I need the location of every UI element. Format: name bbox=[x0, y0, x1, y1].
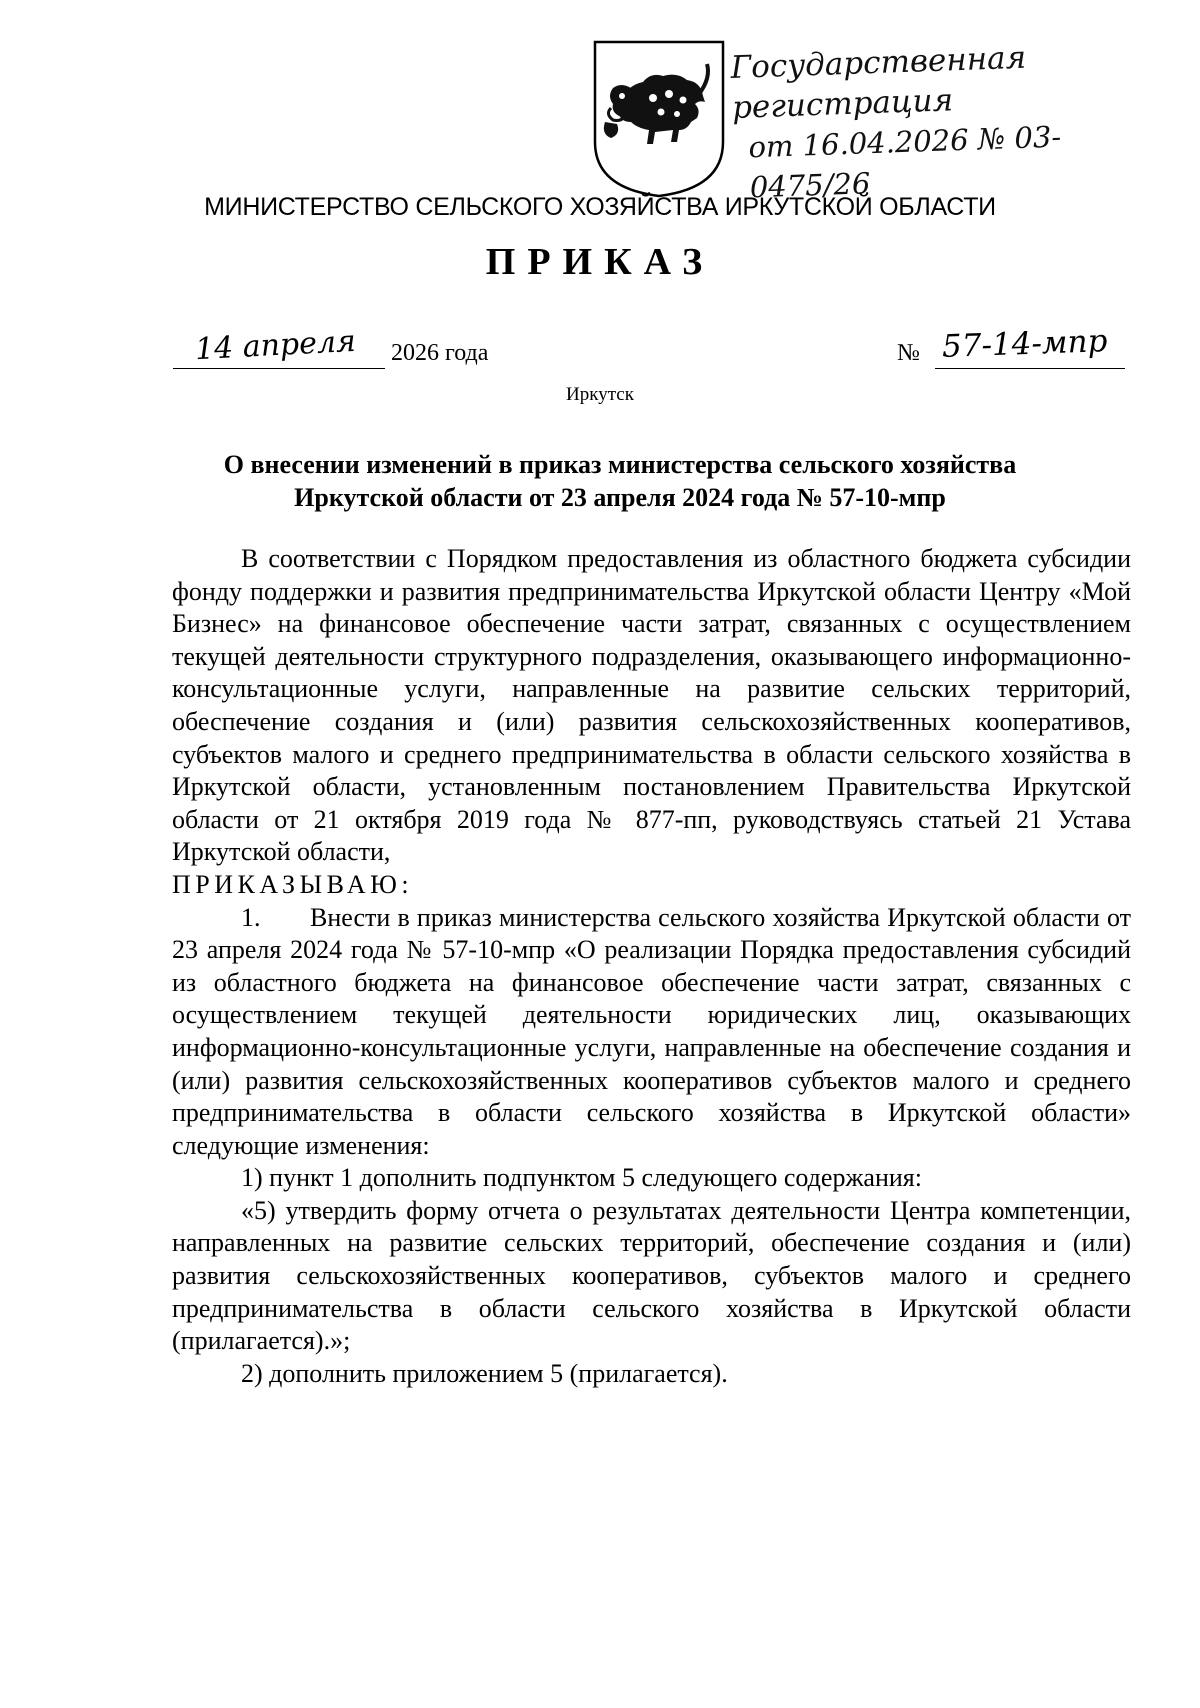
date-year: 2026 года bbox=[391, 340, 489, 366]
registration-note bbox=[730, 33, 1165, 208]
order-word: ПРИКАЗЫВАЮ: bbox=[172, 869, 414, 899]
ministry-name: МИНИСТЕРСТВО СЕЛЬСКОГО ХОЗЯЙСТВА ИРКУТСКОЙ ОБЛАСТИ bbox=[204, 193, 996, 221]
subitem-1-paragraph: 1) пункт 1 дополнить подпунктом 5 следующего содержания: bbox=[241, 1163, 922, 1193]
title-line-1: О внесении изменений в приказ министерства сельского хозяйства bbox=[223, 450, 1017, 479]
title-line-2: Иркутской области от 23 апреля 2024 года № 57-10-мпр bbox=[294, 483, 946, 512]
date-handwritten: 14 апреля bbox=[194, 323, 357, 368]
subitem-1-quote-paragraph: «5) утвердить форму отчета о результатах деятельности Центра компетенции, направленных на развитие сельских территорий, обеспечение создания и (или) развития сельскохозяйственных кооперативов, субъектов малого и среднего предпринимательства в области сельского хозяйства в Иркутской области (прилагается).»; bbox=[172, 1195, 1131, 1356]
preamble-paragraph: В соответствии с Порядком предоставления из областного бюджета субсидии фонду поддержки и развития предпринимательства Иркутской области Центру «Мой Бизнес» на финансовое обеспечение части затрат, связанных с осуществлением текущей деятельности структурного подразделения, оказывающего информационно-консультационные услуги, направленные на развитие сельских территорий, обеспечение создания и (или) развития сельскохозяйственных кооперативов, субъектов малого и среднего предпринимательства в области сельского хозяйства в Иркутской области, установленным постановлением Правительства Иркутской области от 21 октября 2019 года № 877-пп, руководствуясь статьей 21 Устава Иркутской области, bbox=[172, 544, 1131, 867]
registration-line-1: Государственная регистрация bbox=[730, 39, 1027, 126]
city-name: Иркутск bbox=[566, 384, 634, 405]
subitem-2-paragraph: 2) дополнить приложением 5 (прилагается). bbox=[241, 1358, 728, 1388]
document-type-heading: ПРИКАЗ bbox=[485, 241, 715, 283]
item-1-number: 1. bbox=[241, 902, 261, 932]
number-handwritten: 57-14-мпр bbox=[941, 323, 1108, 365]
document-title bbox=[170, 448, 1070, 514]
number-label: № bbox=[897, 340, 920, 366]
registration-line-2: от 16.04.2026 № 03-0475/26 bbox=[747, 119, 1062, 205]
item-1-paragraph bbox=[172, 902, 1131, 1163]
item-1-text: Внести в приказ министерства сельского хозяйства Иркутской области от 23 апреля 2024 года № 57-10-мпр «О реализации Порядка предоставления субсидий из областного бюджета на финансовое обеспечение части затрат, связанных с осуществлением текущей деятельности юридических лиц, оказывающих информационно-консультационные услуги, направленные на обеспечение создания и (или) развития сельскохозяйственных кооперативов субъектов малого и среднего предпринимательства в области сельского хозяйства в Иркутской области» следующие изменения: bbox=[172, 902, 1131, 1160]
document-body bbox=[172, 543, 1131, 1390]
coat-of-arms-emblem bbox=[591, 38, 727, 200]
